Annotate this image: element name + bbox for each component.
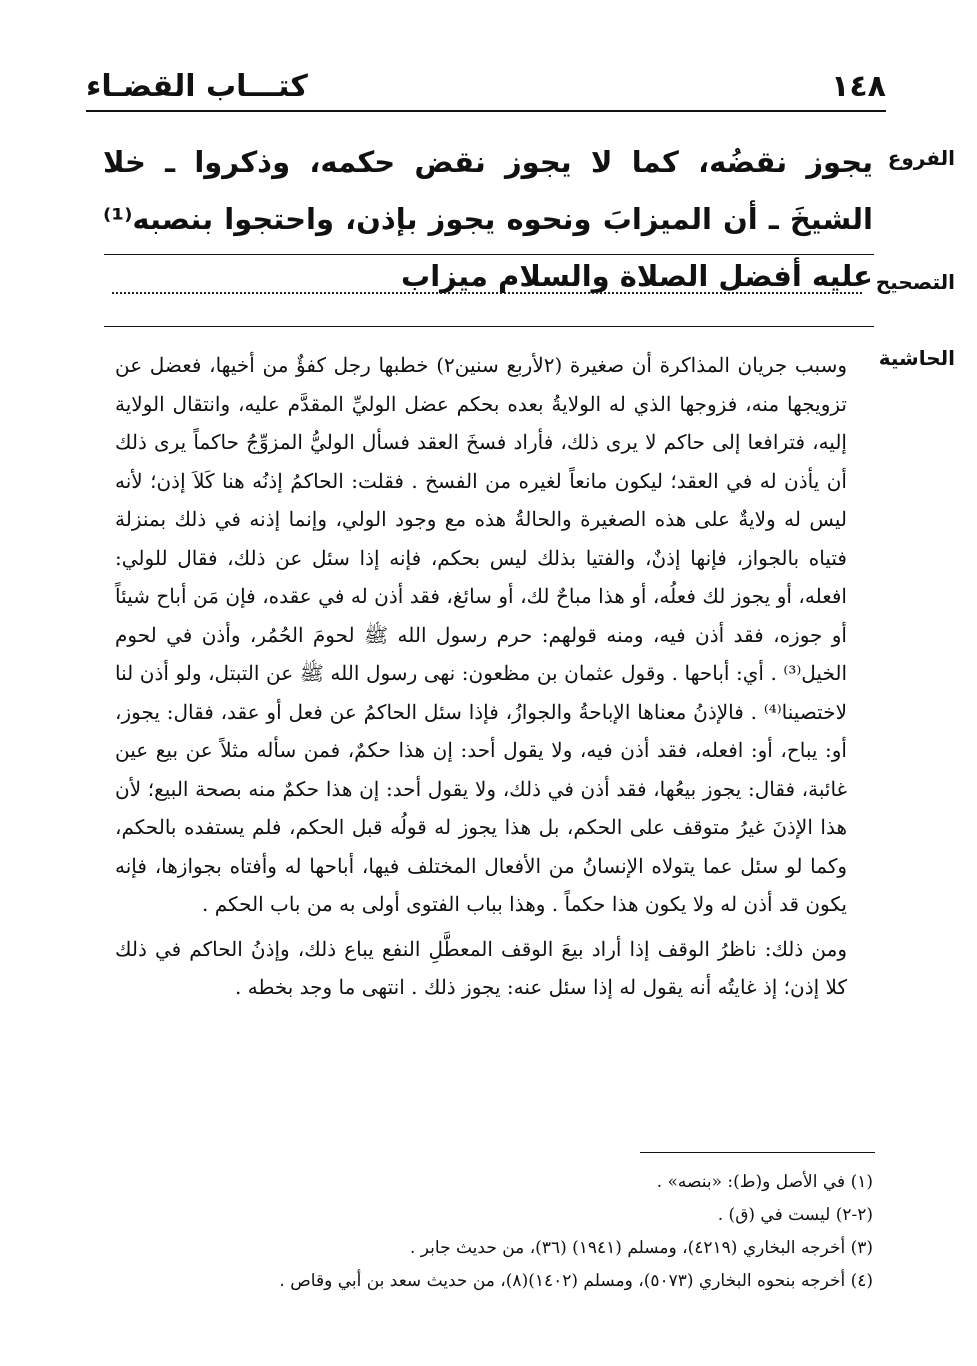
- footnote-divider: [640, 1152, 875, 1153]
- hashiya-paragraph: وسبب جريان المذاكرة أن صغيرة (٢لأربع سنين٢) خطبها رجل كفؤٌ من أخيها، فعضل عن تزويجها منه، فزوجها الذي له الولايةُ بعده بحكم عضل الوليِّ المقدَّم عليه، وانتقال الولاية إليه، فترافعا إلى حاكم لا يرى ذلك، فأراد فسخَ العقد فسأل الوليُّ المزوِّجُ حاكماً يرى ذلك أن يأذن له في العقد؛ ليكون مانعاً لغيره من الفسخ . فقلت: الحاكمُ إذنُه هنا كَلاَ إذن؛ لأنه ليس له ولايةٌ على هذه الصغيرة والحالةُ هذه مع وجود الولي، وإنما إذنه في ذلك بمنزلة فتياه بالجواز، فإنها إذنٌ، والفتيا بذلك ليس بحكم، فإنه إذا سئل عن ذلك، فقال للولي: افعله، أو يجوز لك فعلُه، أو هذا مباحٌ لك، أو سائغ، فقد أذن له في عقده، فإن مَن أباح شيئاً أو جوزه، فقد أذن فيه، ومنه قولهم: حرم رسول الله ﷺ لحومَ الحُمُر، وأذن في لحوم الخيل⁽³⁾ . أي: أباحها . وقول عثمان بن مظعون: نهى رسول الله ﷺ عن التبتل، ولو أذن لنا لاختصينا⁽⁴⁾ . فالإذنُ معناها الإباحةُ والجوازُ، فإذا سئل الحاكمُ عن فعل أو عقد، فقال: يجوز، أو: يباح، أو: افعله، فقد أذن فيه، ولا يقول أحد: إن هذا حكمٌ، فمن سأله مثلاً عن بيع عين غائبة، فقال: يجوز بيعُها، فقد أذن في ذلك، ولا يقول أحد: إن هذا حكمٌ منه بصحة البيع؛ لأن هذا الإذنَ غيرُ متوقف على الحكم، بل هذا يجوز له قولُه قبل الحكم، فلم يستفده بالحكم، وكما لو سئل عما يتولاه الإنسانُ من الأفعال المختلف فيها، أباحها له وأفتاه بجوازها، فإنه يكون قد أذن له ولا يكون هذا حكماً . وهذا بباب الفتوى أولى به من باب الحكم .: [115, 353, 848, 916]
- furu-text: يجوز نقضُه، كما لا يجوز نقض حكمه، وذكروا ـ خلا الشيخَ ـ أن الميزابَ ونحوه يجوز بإذن، واحتجوا بنصبه⁽¹⁾ عليه أفضل الصلاة والسلام ميزاب: [103, 145, 873, 293]
- book-title: كتـــاب القضـاء: [86, 69, 308, 104]
- page-header: [86, 58, 886, 112]
- hashiya-label: الحاشية: [878, 346, 955, 370]
- footnote: (٤) أخرجه بنحوه البخاري (٥٠٧٣)، ومسلم (١٤٠٢)(٨)، من حديث سعد بن أبي وقاص .: [279, 1271, 873, 1291]
- tashih-dotted-line: [112, 292, 862, 294]
- footnote: (١) في الأصل و(ط): «بنصه» .: [656, 1172, 873, 1192]
- hashiya-text: [115, 346, 847, 1007]
- footnote: (٢-٢) ليست في (ق) .: [717, 1205, 873, 1225]
- tashih-divider: [104, 326, 874, 327]
- tashih-label: التصحيح: [875, 270, 955, 294]
- furu-label: الفروع: [887, 146, 955, 170]
- footnote: (٣) أخرجه البخاري (٤٢١٩)، ومسلم (١٩٤١) (٣٦)، من حديث جابر .: [409, 1238, 873, 1258]
- page-number: ١٤٨: [831, 69, 886, 104]
- furu-divider: [104, 254, 874, 255]
- footnotes: [103, 1166, 873, 1298]
- hashiya-paragraph: ومن ذلك: ناظرُ الوقف إذا أراد بيعَ الوقف المعطَّلِ النفع يباع ذلك، وإذنُ الحاكم في ذلك كلا إذن؛ إذ غايتُه أنه يقول له إذا سئل عنه: يجوز ذلك . انتهى ما وجد بخطه .: [115, 936, 848, 999]
